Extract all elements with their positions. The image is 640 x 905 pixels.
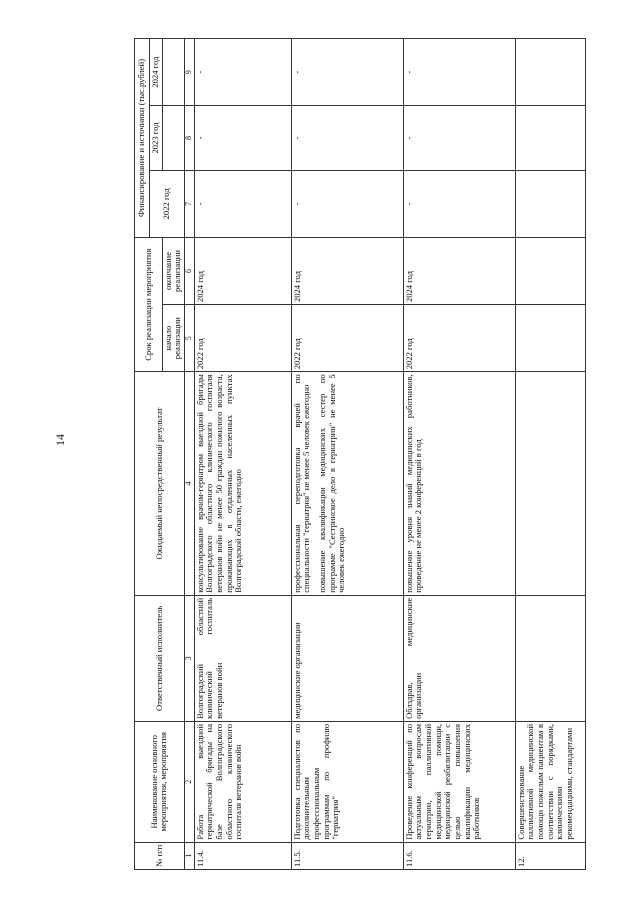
finance-2024: - [291, 39, 403, 106]
executor: медицинские организации [291, 595, 403, 721]
period-end [515, 237, 585, 304]
expected-result [515, 372, 585, 596]
finance-2022: - [403, 170, 515, 237]
result-paragraph: консультирование врачом-гериатром выездной бригады Волгоградского областного клинического госпиталя ветеранов войн не менее 50 граждан пожилого возраста, проживающих в отдаленных населенных пунктах Волгоградской области, ежегодно [194, 374, 244, 593]
index-cell: 6 [184, 237, 194, 304]
activity-name: Работа выездной гериатрической бригады на базе Волгоградского областного клинического госпиталя ветеранов войн [194, 721, 291, 842]
index-cell: 5 [184, 305, 194, 372]
finance-2023: - [194, 106, 291, 170]
expected-result [194, 372, 291, 596]
expected-result [403, 372, 515, 596]
executor: Волгоградский областной клинический госпиталь ветеранов войн [194, 595, 291, 721]
header-2024: 2024 год [150, 39, 163, 106]
finance-2022 [515, 170, 585, 237]
table-row [515, 39, 585, 870]
index-cell: 1 [184, 842, 194, 869]
activity-name: Подготовка специалистов по дополнительным профессиональным программам по профилю "гериатрия" [291, 721, 403, 842]
header-executor: Ответственный исполнитель [135, 595, 185, 721]
row-number: 11.4. [194, 842, 291, 869]
row-number: 11.5. [291, 842, 403, 869]
finance-2024: - [194, 39, 291, 106]
period-start: 2022 год [291, 305, 403, 372]
period-start: 2022 год [403, 305, 515, 372]
period-start: 2022 год [194, 305, 291, 372]
row-number: 11.6. [403, 842, 515, 869]
finance-2024 [515, 39, 585, 106]
header-num: № п/п [135, 842, 185, 869]
finance-2024: - [403, 39, 515, 106]
header-period-end: окончание реализации [162, 237, 184, 304]
finance-2023 [515, 106, 585, 170]
executor [515, 595, 585, 721]
header-2023-blank [162, 106, 184, 170]
expected-result [291, 372, 403, 596]
table-row [403, 39, 515, 870]
table-row [194, 39, 291, 870]
header-2022: 2022 год [150, 170, 185, 237]
header-result: Ожидаемый непосредственный результат [135, 372, 185, 596]
header-2023: 2023 год [150, 106, 163, 170]
table-row [291, 39, 403, 870]
finance-2023: - [403, 106, 515, 170]
index-cell: 2 [184, 721, 194, 842]
period-end: 2024 год [194, 237, 291, 304]
finance-2022: - [291, 170, 403, 237]
header-2024-blank [162, 39, 184, 106]
result-paragraph: повышение уровня знаний медицинских работников, проведение не менее 2 конференций в год [403, 374, 424, 593]
page-number: 14 [53, 434, 67, 446]
executor: Облздрав, медицинские организации [403, 595, 515, 721]
index-cell: 8 [184, 106, 194, 170]
index-cell: 9 [184, 39, 194, 106]
index-cell: 7 [184, 170, 194, 237]
header-period-start: начало реализации [162, 305, 184, 372]
rotated-table-wrapper [134, 38, 586, 870]
index-cell: 3 [184, 595, 194, 721]
activity-name: Проведение конференций по актуальным вопросам гериатрии, паллиативной медицинской помощи, медицинской реабилитации с целью повышения квалификации медицинских работников [403, 721, 515, 842]
activity-name: Совершенствование паллиативной медицинской помощи пожилым пациентам в соответствии с порядками, клиническими рекомендациями, стандартами [515, 721, 585, 842]
program-table [134, 38, 586, 870]
finance-2023: - [291, 106, 403, 170]
index-cell: 4 [184, 372, 194, 596]
period-start [515, 305, 585, 372]
finance-2022: - [194, 170, 291, 237]
result-paragraph: повышение квалификации медицинских сестер по программе "Сестринское дело в гериатрии" не менее 5 человек ежегодно [317, 374, 347, 593]
header-name: Наименование основного мероприятия, мероприятия [135, 721, 185, 842]
row-number: 12. [515, 842, 585, 869]
header-period: Срок реализации мероприятия [135, 237, 163, 371]
period-end: 2024 год [403, 237, 515, 304]
header-finance: Финансирование и источники (тыс.рублей) [135, 39, 150, 238]
period-end: 2024 год [291, 237, 403, 304]
column-index-row [184, 39, 194, 870]
result-paragraph: профессиональная переподготовка врачей по специальности "гериатрия" не менее 5 человек ежегодно [291, 374, 312, 593]
